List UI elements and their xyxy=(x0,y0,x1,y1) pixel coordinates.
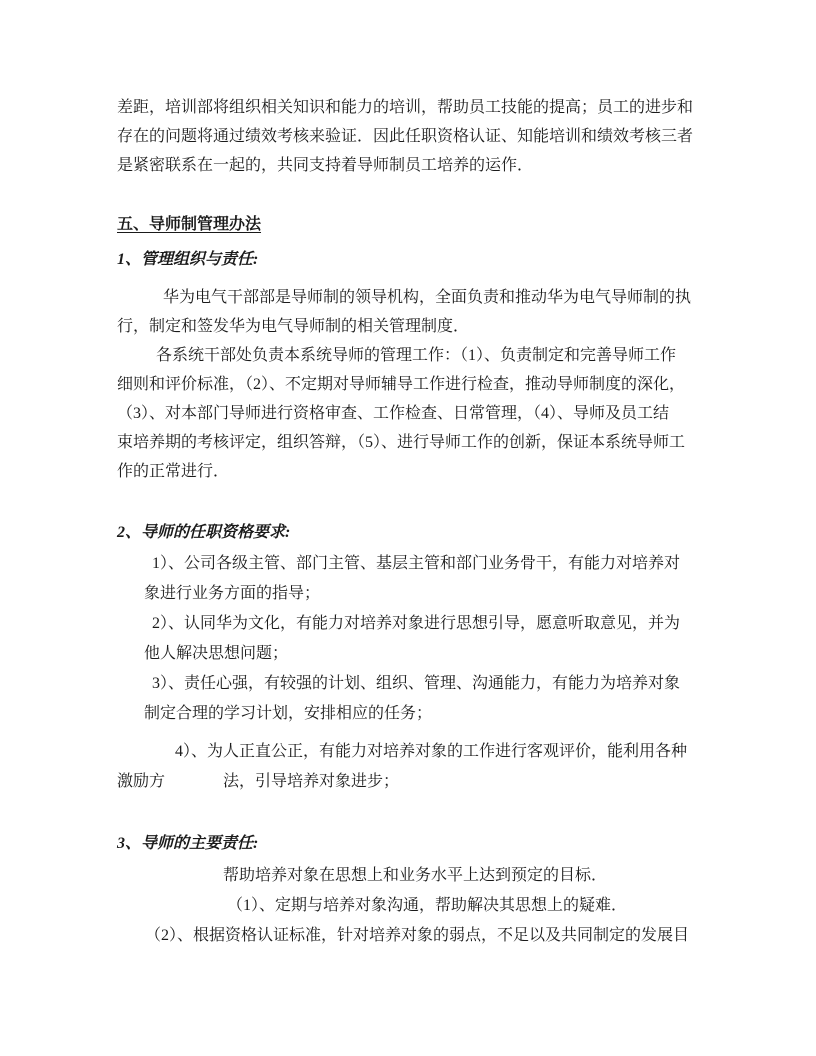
text-line xyxy=(117,283,701,312)
section-heading-5: 五、导师制管理办法 xyxy=(117,216,262,233)
text-line xyxy=(117,457,701,486)
text-run: 差距，培训部将组织相关知识和能力的培训，帮助员工技能的提高；员工的进步和 xyxy=(117,99,694,116)
subsection-heading-1: 1、管理组织与责任: xyxy=(117,251,259,268)
text-line xyxy=(117,428,701,457)
text-line xyxy=(117,737,701,767)
text-run: 行，制定和签发华为电气导师制的相关管理制度． xyxy=(117,318,470,335)
text-line xyxy=(117,151,701,180)
text-run: 2）、认同华为文化，有能力对培养对象进行思想引导，愿意听取意见，并为 xyxy=(152,615,681,632)
text-run: 制定合理的学习计划，安排相应的任务； xyxy=(144,705,433,722)
document-body xyxy=(117,93,701,951)
text-line xyxy=(117,891,701,921)
responsibility-goal-line xyxy=(117,861,701,891)
text-run: 象进行业务方面的指导； xyxy=(144,585,321,602)
qualification-item-1 xyxy=(117,549,701,609)
text-run: 存在的问题将通过绩效考核来验证．因此任职资格认证、知能培训和绩效考核三者 xyxy=(117,128,694,145)
text-line xyxy=(117,767,701,797)
system-cadre-duties-paragraph xyxy=(117,341,701,486)
management-org-paragraph xyxy=(117,283,701,341)
responsibility-item-2 xyxy=(117,921,701,951)
text-gap xyxy=(165,785,223,786)
text-run: 他人解决思想问题； xyxy=(144,645,289,662)
intro-paragraph xyxy=(117,93,701,180)
text-line xyxy=(117,609,701,639)
text-run: 帮助培养对象在思想上和业务水平上达到预定的目标． xyxy=(223,867,608,884)
subsection-heading-2: 2、导师的任职资格要求: xyxy=(117,524,291,541)
text-run: （2）、根据资格认证标准，针对培养对象的弱点，不足以及共同制定的发展目 xyxy=(145,927,690,944)
text-run: （3）、对本部门导师进行资格审查、工作检查、日常管理，（4）、导师及员工结 xyxy=(117,405,670,422)
text-line xyxy=(117,312,701,341)
text-line xyxy=(117,861,701,891)
text-run: 3）、责任心强，有较强的计划、组织、管理、沟通能力，有能力为培养对象 xyxy=(152,675,681,692)
text-line xyxy=(117,370,701,399)
text-run: 法，引导培养对象进步； xyxy=(223,773,400,790)
text-line xyxy=(117,93,701,122)
text-line xyxy=(117,579,701,609)
text-run: 1）、公司各级主管、部门主管、基层主管和部门业务骨干，有能力对培养对 xyxy=(152,555,681,572)
text-run: 华为电气干部部是导师制的领导机构，全面负责和推动华为电气导师制的执 xyxy=(163,289,692,306)
responsibility-item-1 xyxy=(117,891,701,921)
text-run: 作的正常进行． xyxy=(117,463,230,480)
text-run: 激励方 xyxy=(117,773,166,790)
text-line xyxy=(117,122,701,151)
text-run: （1）、定期与培养对象沟通，帮助解决其思想上的疑难． xyxy=(227,897,628,914)
text-line xyxy=(117,549,701,579)
text-line xyxy=(117,669,701,699)
qualification-item-3 xyxy=(117,669,701,729)
subsection-heading-3: 3、导师的主要责任: xyxy=(117,835,259,852)
text-run: 是紧密联系在一起的，共同支持着导师制员工培养的运作． xyxy=(117,157,534,174)
text-run: 4）、为人正直公正，有能力对培养对象的工作进行客观评价，能利用各种 xyxy=(175,743,688,760)
text-line xyxy=(117,341,701,370)
qualification-item-2 xyxy=(117,609,701,669)
text-run: 细则和评价标准，（2）、不定期对导师辅导工作进行检查，推动导师制度的深化， xyxy=(117,376,686,393)
text-line xyxy=(117,399,701,428)
text-run: 各系统干部处负责本系统导师的管理工作：（1）、负责制定和完善导师工作 xyxy=(156,347,677,364)
text-line xyxy=(117,639,701,669)
qualification-item-4 xyxy=(117,737,701,797)
text-line xyxy=(117,699,701,729)
text-line xyxy=(117,921,701,951)
text-run: 束培养期的考核评定，组织答辩，（5）、进行导师工作的创新，保证本系统导师工 xyxy=(117,434,686,451)
